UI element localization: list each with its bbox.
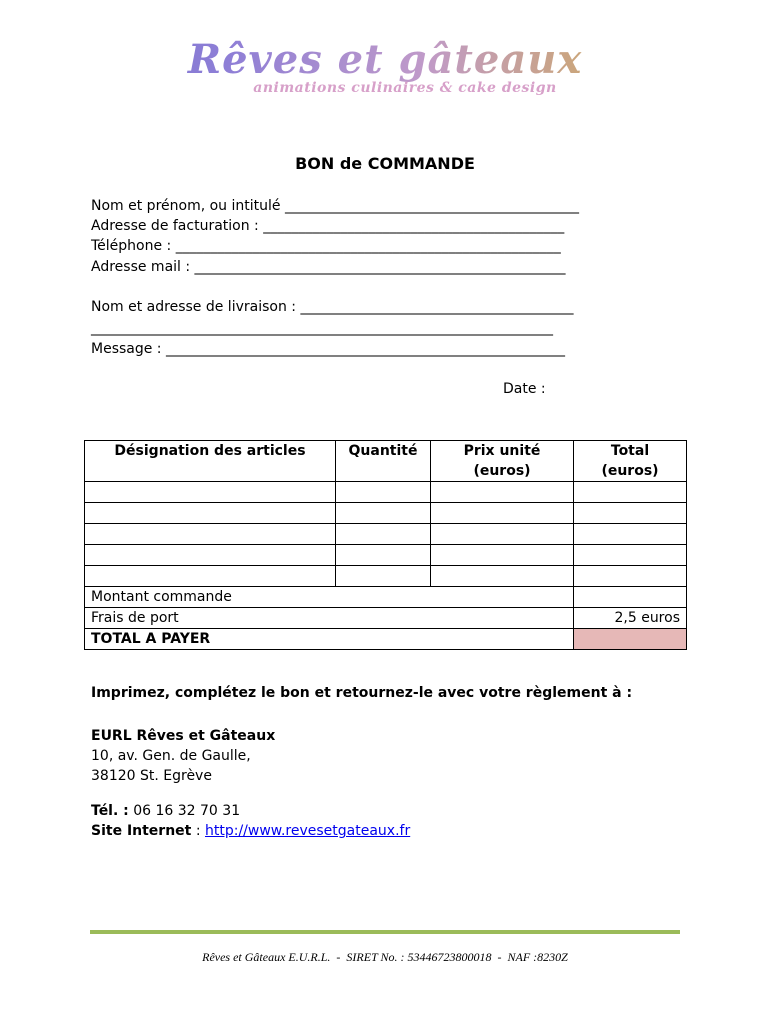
quantity-cell[interactable] [336, 524, 431, 545]
quantity-cell[interactable] [336, 566, 431, 587]
column-header-designation: Désignation des articles [85, 441, 336, 482]
unit-price-cell[interactable] [431, 545, 574, 566]
unit-price-cell[interactable] [431, 566, 574, 587]
total-value[interactable] [574, 629, 687, 650]
website-label: Site Internet [91, 823, 192, 839]
footer-divider [90, 930, 680, 934]
column-header-unit-price [431, 441, 574, 482]
table-header-row [85, 441, 687, 482]
column-header-total [574, 441, 687, 482]
phone-field[interactable]: Téléphone : _______________________________________________________ [91, 238, 561, 254]
designation-cell[interactable] [85, 545, 336, 566]
company-address [91, 726, 275, 786]
order-table [84, 440, 687, 650]
delivery-address-field[interactable]: Nom et adresse de livraison : _______________________________________ [91, 299, 574, 315]
phone-label: Tél. : [91, 803, 129, 819]
total-header-text: Total (euros) [601, 443, 659, 479]
table-row [85, 545, 687, 566]
logo-title: Rêves et gâteaux [0, 38, 770, 82]
quantity-cell[interactable] [336, 545, 431, 566]
designation-cell[interactable] [85, 524, 336, 545]
designation-cell[interactable] [85, 482, 336, 503]
delivery-address-field-line2[interactable]: __________________________________________________________________ [91, 320, 553, 336]
table-row [85, 566, 687, 587]
order-amount-label: Montant commande [85, 587, 574, 608]
logo-subtitle: animations culinaires & cake design [253, 80, 557, 96]
unit-price-cell[interactable] [431, 503, 574, 524]
email-field[interactable]: Adresse mail : _____________________________________________________ [91, 259, 566, 275]
designation-cell[interactable] [85, 566, 336, 587]
address-street: 10, av. Gen. de Gaulle, [91, 748, 251, 764]
total-label: TOTAL A PAYER [85, 629, 574, 650]
contact-info [91, 801, 410, 841]
website-separator: : [191, 823, 205, 839]
logo [0, 38, 770, 96]
column-header-quantity: Quantité [336, 441, 431, 482]
order-amount-row [85, 587, 687, 608]
billing-address-field[interactable]: Adresse de facturation : ___________________________________________ [91, 218, 565, 234]
total-cell[interactable] [574, 524, 687, 545]
shipping-label: Frais de port [85, 608, 574, 629]
unit-price-cell[interactable] [431, 482, 574, 503]
footer-text: Rêves et Gâteaux E.U.R.L. - SIRET No. : 53446723800018 - NAF :8230Z [202, 950, 568, 964]
website-line [91, 821, 410, 841]
total-cell[interactable] [574, 545, 687, 566]
page-title: BON de COMMANDE [295, 154, 475, 173]
quantity-cell[interactable] [336, 503, 431, 524]
unit-price-header-text: Prix unité (euros) [463, 443, 541, 479]
phone-line [91, 801, 410, 821]
table-row [85, 482, 687, 503]
total-cell[interactable] [574, 482, 687, 503]
quantity-cell[interactable] [336, 482, 431, 503]
shipping-value: 2,5 euros [574, 608, 687, 629]
instructions-text: Imprimez, complétez le bon et retournez-le avec votre règlement à : [91, 685, 633, 701]
address-city: 38120 St. Egrève [91, 768, 212, 784]
message-field[interactable]: Message : _________________________________________________________ [91, 341, 565, 357]
total-cell[interactable] [574, 503, 687, 524]
company-name: EURL Rêves et Gâteaux [91, 728, 276, 744]
order-amount-value[interactable] [574, 587, 687, 608]
designation-cell[interactable] [85, 503, 336, 524]
date-label: Date : [503, 381, 546, 397]
table-row [85, 524, 687, 545]
total-cell[interactable] [574, 566, 687, 587]
table-row [85, 503, 687, 524]
total-row [85, 629, 687, 650]
phone-number: 06 16 32 70 31 [133, 803, 241, 819]
shipping-row [85, 608, 687, 629]
unit-price-cell[interactable] [431, 524, 574, 545]
name-field[interactable]: Nom et prénom, ou intitulé __________________________________________ [91, 198, 579, 214]
website-link[interactable]: http://www.revesetgateaux.fr [205, 823, 411, 839]
